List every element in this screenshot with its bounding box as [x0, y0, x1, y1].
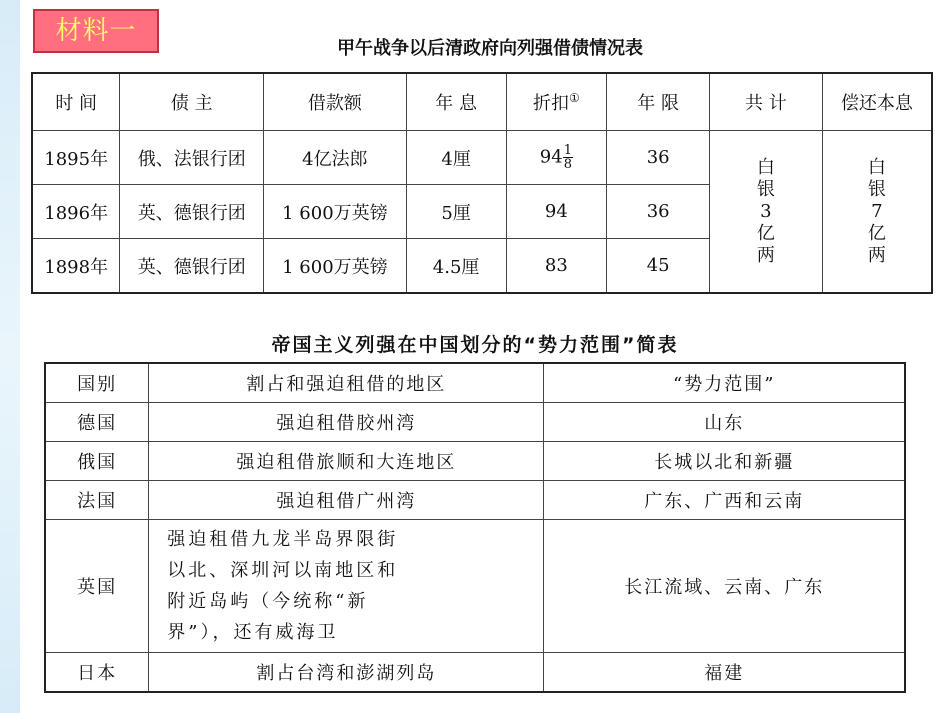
cell-sphere: 广东、广西和云南	[544, 480, 905, 519]
cell-area: 强迫租借胶州湾	[149, 402, 544, 441]
cell-area	[149, 519, 544, 652]
header-cell: 偿还本息	[822, 73, 932, 131]
cell-time: 1898年	[32, 239, 120, 294]
area-line: 界”），还有威海卫	[167, 622, 339, 644]
header-cell: 割占和强迫租借的地区	[149, 363, 544, 402]
cell-interest: 4.5厘	[406, 239, 506, 294]
cell-area: 割占台湾和澎湖列岛	[149, 653, 544, 692]
header-text: 折扣	[533, 93, 569, 114]
header-cell: 年 息	[406, 73, 506, 131]
discount-integer: 94	[539, 146, 563, 168]
cell-years: 36	[607, 131, 710, 185]
loan-table	[31, 72, 933, 294]
table-row	[45, 480, 905, 519]
table-row	[45, 402, 905, 441]
cell-interest: 5厘	[406, 185, 506, 239]
discount-fraction	[563, 144, 573, 171]
cell-years: 36	[607, 185, 710, 239]
cell-interest: 4厘	[406, 131, 506, 185]
total-text: 白银3亿两	[756, 156, 775, 266]
header-cell: 国别	[45, 363, 149, 402]
cell-creditor: 俄、法银行团	[120, 131, 264, 185]
table-row	[45, 519, 905, 652]
header-cell: “势力范围”	[544, 363, 905, 402]
sphere-table	[44, 362, 906, 693]
header-cell: 借款额	[264, 73, 407, 131]
cell-time: 1896年	[32, 185, 120, 239]
cell-total	[710, 131, 823, 294]
area-line: 以北、深圳河以南地区和	[167, 560, 399, 582]
cell-discount	[506, 131, 607, 185]
cell-creditor: 英、德银行团	[120, 239, 264, 294]
cell-country: 法国	[45, 480, 149, 519]
area-line: 强迫租借九龙半岛界限街	[167, 529, 399, 551]
fraction-numerator: 1	[563, 143, 572, 158]
table-header-row	[32, 73, 932, 131]
table-row	[45, 441, 905, 480]
area-line: 附近岛屿（今统称“新	[167, 591, 369, 613]
cell-country: 日本	[45, 653, 149, 692]
cell-discount: 94	[506, 185, 607, 239]
cell-sphere: 福建	[544, 653, 905, 692]
table2-title: 帝国主义列强在中国划分的“势力范围”简表	[271, 334, 679, 356]
repay-text: 白银7亿两	[867, 156, 886, 266]
background-stripe	[0, 0, 20, 713]
cell-amount: 4亿法郎	[264, 131, 407, 185]
cell-country: 英国	[45, 519, 149, 652]
header-cell: 共 计	[710, 73, 823, 131]
cell-repay	[822, 131, 932, 294]
cell-discount: 83	[506, 239, 607, 294]
cell-time: 1895年	[32, 131, 120, 185]
table1-title: 甲午战争以后清政府向列强借债情况表	[337, 38, 643, 59]
header-cell: 年 限	[607, 73, 710, 131]
cell-years: 45	[607, 239, 710, 294]
header-cell: 时 间	[32, 73, 120, 131]
cell-sphere: 长城以北和新疆	[544, 441, 905, 480]
cell-country: 俄国	[45, 441, 149, 480]
cell-creditor: 英、德银行团	[120, 185, 264, 239]
cell-area: 强迫租借旅顺和大连地区	[149, 441, 544, 480]
cell-sphere: 长江流域、云南、广东	[544, 519, 905, 652]
table-row	[32, 131, 932, 185]
cell-country: 德国	[45, 402, 149, 441]
cell-amount: 1 600万英镑	[264, 239, 407, 294]
table-header-row	[45, 363, 905, 402]
footnote-marker: ①	[569, 91, 580, 105]
cell-amount: 1 600万英镑	[264, 185, 407, 239]
header-cell	[506, 73, 607, 131]
material-label: 材料一	[33, 9, 159, 53]
table-row	[45, 653, 905, 692]
fraction-denominator: 8	[563, 157, 572, 172]
cell-sphere: 山东	[544, 402, 905, 441]
cell-area: 强迫租借广州湾	[149, 480, 544, 519]
header-cell: 债 主	[120, 73, 264, 131]
